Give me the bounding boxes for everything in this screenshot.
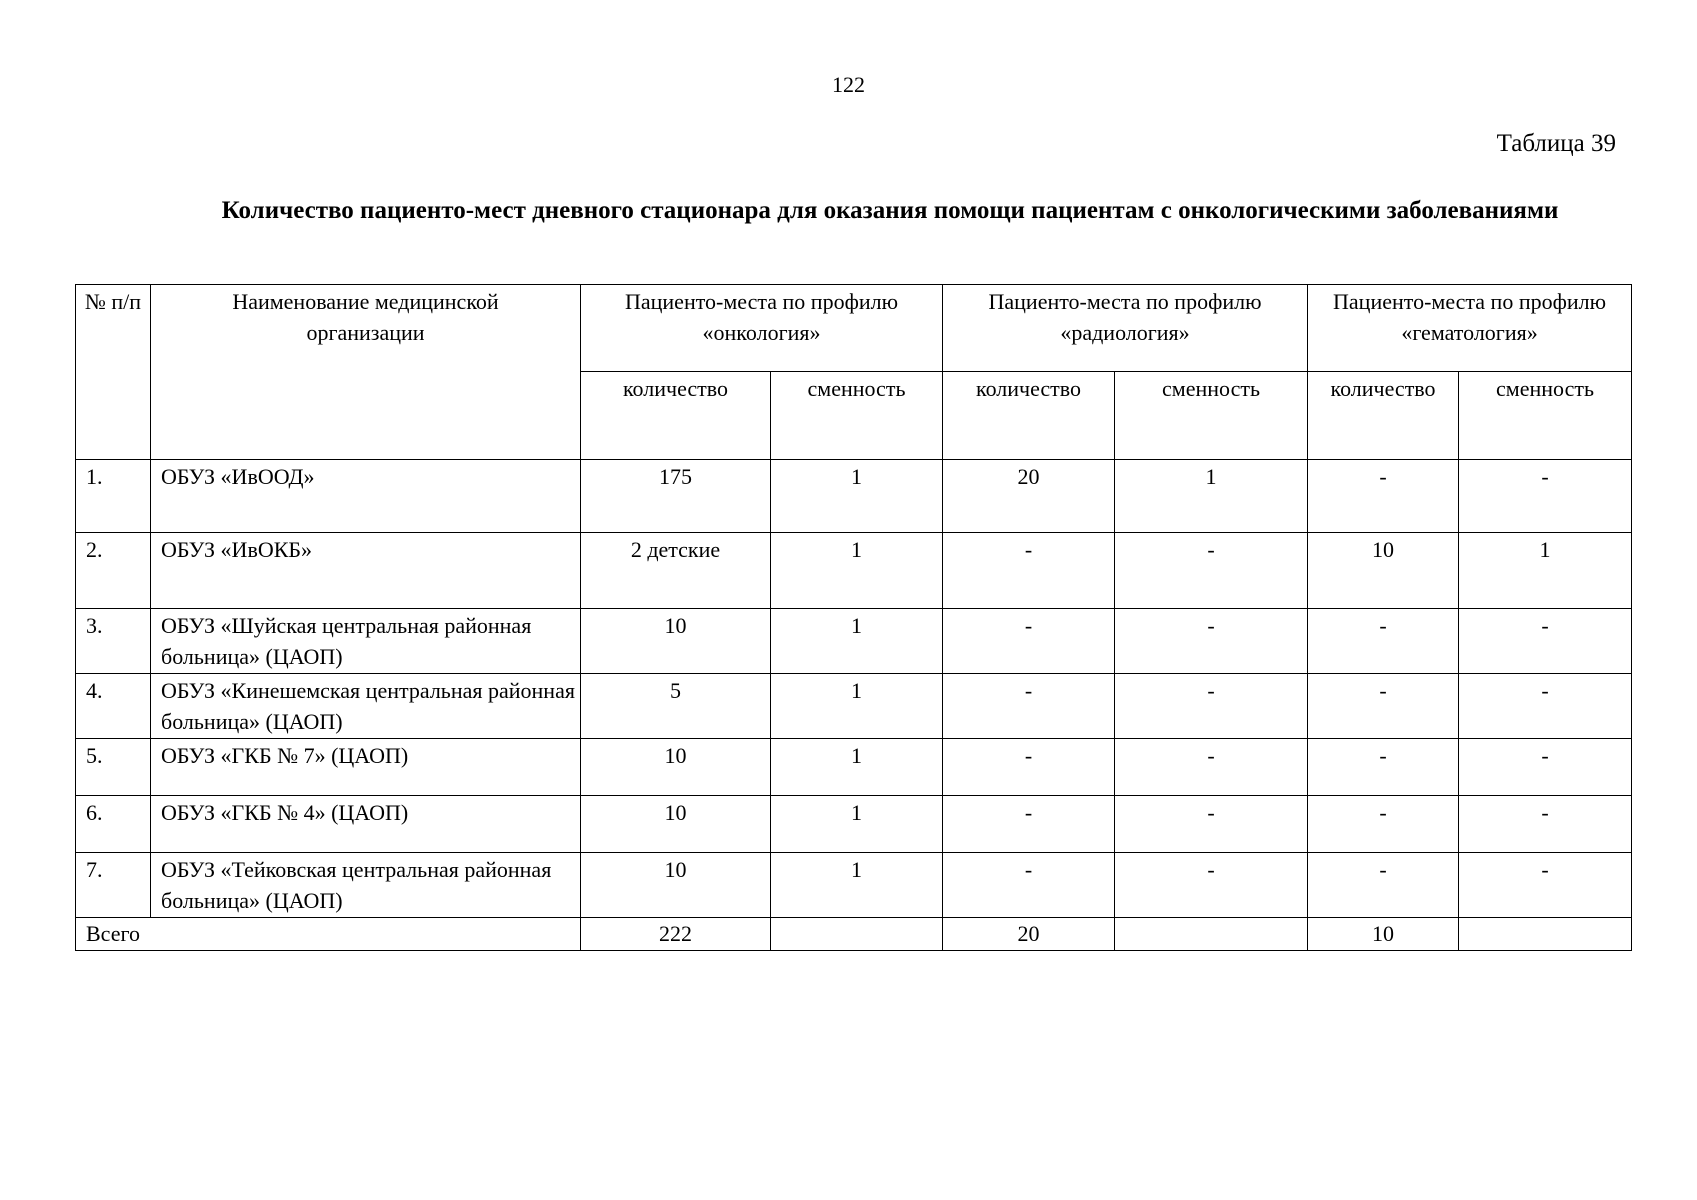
total-rad-qty: 20 bbox=[943, 918, 1115, 951]
row-org: ОБУЗ «ГКБ № 7» (ЦАОП) bbox=[151, 739, 581, 796]
total-onc-shift bbox=[771, 918, 943, 951]
row-onc-qty: 10 bbox=[581, 796, 771, 853]
table-row bbox=[76, 796, 1632, 853]
header-onc-qty: количество bbox=[581, 372, 771, 460]
row-onc-shift: 1 bbox=[771, 533, 943, 609]
row-hem-qty: - bbox=[1308, 609, 1459, 674]
table-row bbox=[76, 460, 1632, 533]
row-onc-qty: 5 bbox=[581, 674, 771, 739]
row-hem-qty: - bbox=[1308, 853, 1459, 918]
header-onc-shift: сменность bbox=[771, 372, 943, 460]
table-label: Таблица 39 bbox=[1496, 130, 1616, 157]
row-onc-shift: 1 bbox=[771, 460, 943, 533]
row-org: ОБУЗ «Шуйская центральная районная больница» (ЦАОП) bbox=[151, 609, 581, 674]
page-number: 122 bbox=[832, 72, 865, 97]
row-hem-shift: 1 bbox=[1459, 533, 1632, 609]
row-num: 4. bbox=[76, 674, 151, 739]
row-num: 3. bbox=[76, 609, 151, 674]
row-rad-qty: - bbox=[943, 853, 1115, 918]
row-rad-shift: - bbox=[1115, 609, 1308, 674]
header-row-1 bbox=[76, 285, 1632, 372]
row-num: 1. bbox=[76, 460, 151, 533]
row-hem-shift: - bbox=[1459, 739, 1632, 796]
row-rad-shift: - bbox=[1115, 796, 1308, 853]
total-row bbox=[76, 918, 1632, 951]
table-row bbox=[76, 533, 1632, 609]
row-org: ОБУЗ «Тейковская центральная районная больница» (ЦАОП) bbox=[151, 853, 581, 918]
row-org: ОБУЗ «ГКБ № 4» (ЦАОП) bbox=[151, 796, 581, 853]
row-rad-qty: - bbox=[943, 533, 1115, 609]
row-hem-qty: - bbox=[1308, 796, 1459, 853]
row-hem-shift: - bbox=[1459, 460, 1632, 533]
header-rad-qty: количество bbox=[943, 372, 1115, 460]
row-num: 7. bbox=[76, 853, 151, 918]
patient-places-table bbox=[75, 284, 1632, 951]
row-onc-qty: 10 bbox=[581, 609, 771, 674]
row-num: 2. bbox=[76, 533, 151, 609]
row-hem-shift: - bbox=[1459, 853, 1632, 918]
header-oncology: Пациенто-места по профилю «онкология» bbox=[581, 285, 943, 372]
row-rad-qty: - bbox=[943, 674, 1115, 739]
row-hem-qty: - bbox=[1308, 460, 1459, 533]
header-hem-shift: сменность bbox=[1459, 372, 1632, 460]
row-hem-shift: - bbox=[1459, 796, 1632, 853]
header-hem-qty: количество bbox=[1308, 372, 1459, 460]
row-onc-shift: 1 bbox=[771, 609, 943, 674]
row-rad-shift: - bbox=[1115, 533, 1308, 609]
row-rad-shift: - bbox=[1115, 674, 1308, 739]
table-row bbox=[76, 609, 1632, 674]
table-title: Количество пациенто-мест дневного стационара для оказания помощи пациентам с онкологическими заболеваниями bbox=[221, 197, 1559, 224]
table-row bbox=[76, 853, 1632, 918]
header-radiology: Пациенто-места по профилю «радиология» bbox=[943, 285, 1308, 372]
total-hem-shift bbox=[1459, 918, 1632, 951]
header-hematology: Пациенто-места по профилю «гематология» bbox=[1308, 285, 1632, 372]
table-row bbox=[76, 739, 1632, 796]
row-hem-qty: 10 bbox=[1308, 533, 1459, 609]
total-rad-shift bbox=[1115, 918, 1308, 951]
row-rad-qty: - bbox=[943, 739, 1115, 796]
row-hem-shift: - bbox=[1459, 674, 1632, 739]
row-onc-shift: 1 bbox=[771, 796, 943, 853]
header-org: Наименование медицинской организации bbox=[151, 285, 581, 460]
row-onc-qty: 2 детские bbox=[581, 533, 771, 609]
row-onc-qty: 175 bbox=[581, 460, 771, 533]
row-rad-qty: - bbox=[943, 609, 1115, 674]
row-num: 6. bbox=[76, 796, 151, 853]
row-onc-qty: 10 bbox=[581, 853, 771, 918]
header-rad-shift: сменность bbox=[1115, 372, 1308, 460]
row-hem-qty: - bbox=[1308, 674, 1459, 739]
row-num: 5. bbox=[76, 739, 151, 796]
row-org: ОБУЗ «ИвОКБ» bbox=[151, 533, 581, 609]
row-org: ОБУЗ «Кинешемская центральная районная больница» (ЦАОП) bbox=[151, 674, 581, 739]
row-onc-shift: 1 bbox=[771, 739, 943, 796]
total-label: Всего bbox=[76, 918, 581, 951]
row-rad-shift: - bbox=[1115, 853, 1308, 918]
total-onc-qty: 222 bbox=[581, 918, 771, 951]
header-num: № п/п bbox=[76, 285, 151, 460]
row-onc-shift: 1 bbox=[771, 853, 943, 918]
row-hem-shift: - bbox=[1459, 609, 1632, 674]
row-rad-qty: - bbox=[943, 796, 1115, 853]
row-rad-qty: 20 bbox=[943, 460, 1115, 533]
row-onc-shift: 1 bbox=[771, 674, 943, 739]
row-org: ОБУЗ «ИвООД» bbox=[151, 460, 581, 533]
row-onc-qty: 10 bbox=[581, 739, 771, 796]
row-hem-qty: - bbox=[1308, 739, 1459, 796]
table-row bbox=[76, 674, 1632, 739]
total-hem-qty: 10 bbox=[1308, 918, 1459, 951]
row-rad-shift: 1 bbox=[1115, 460, 1308, 533]
row-rad-shift: - bbox=[1115, 739, 1308, 796]
